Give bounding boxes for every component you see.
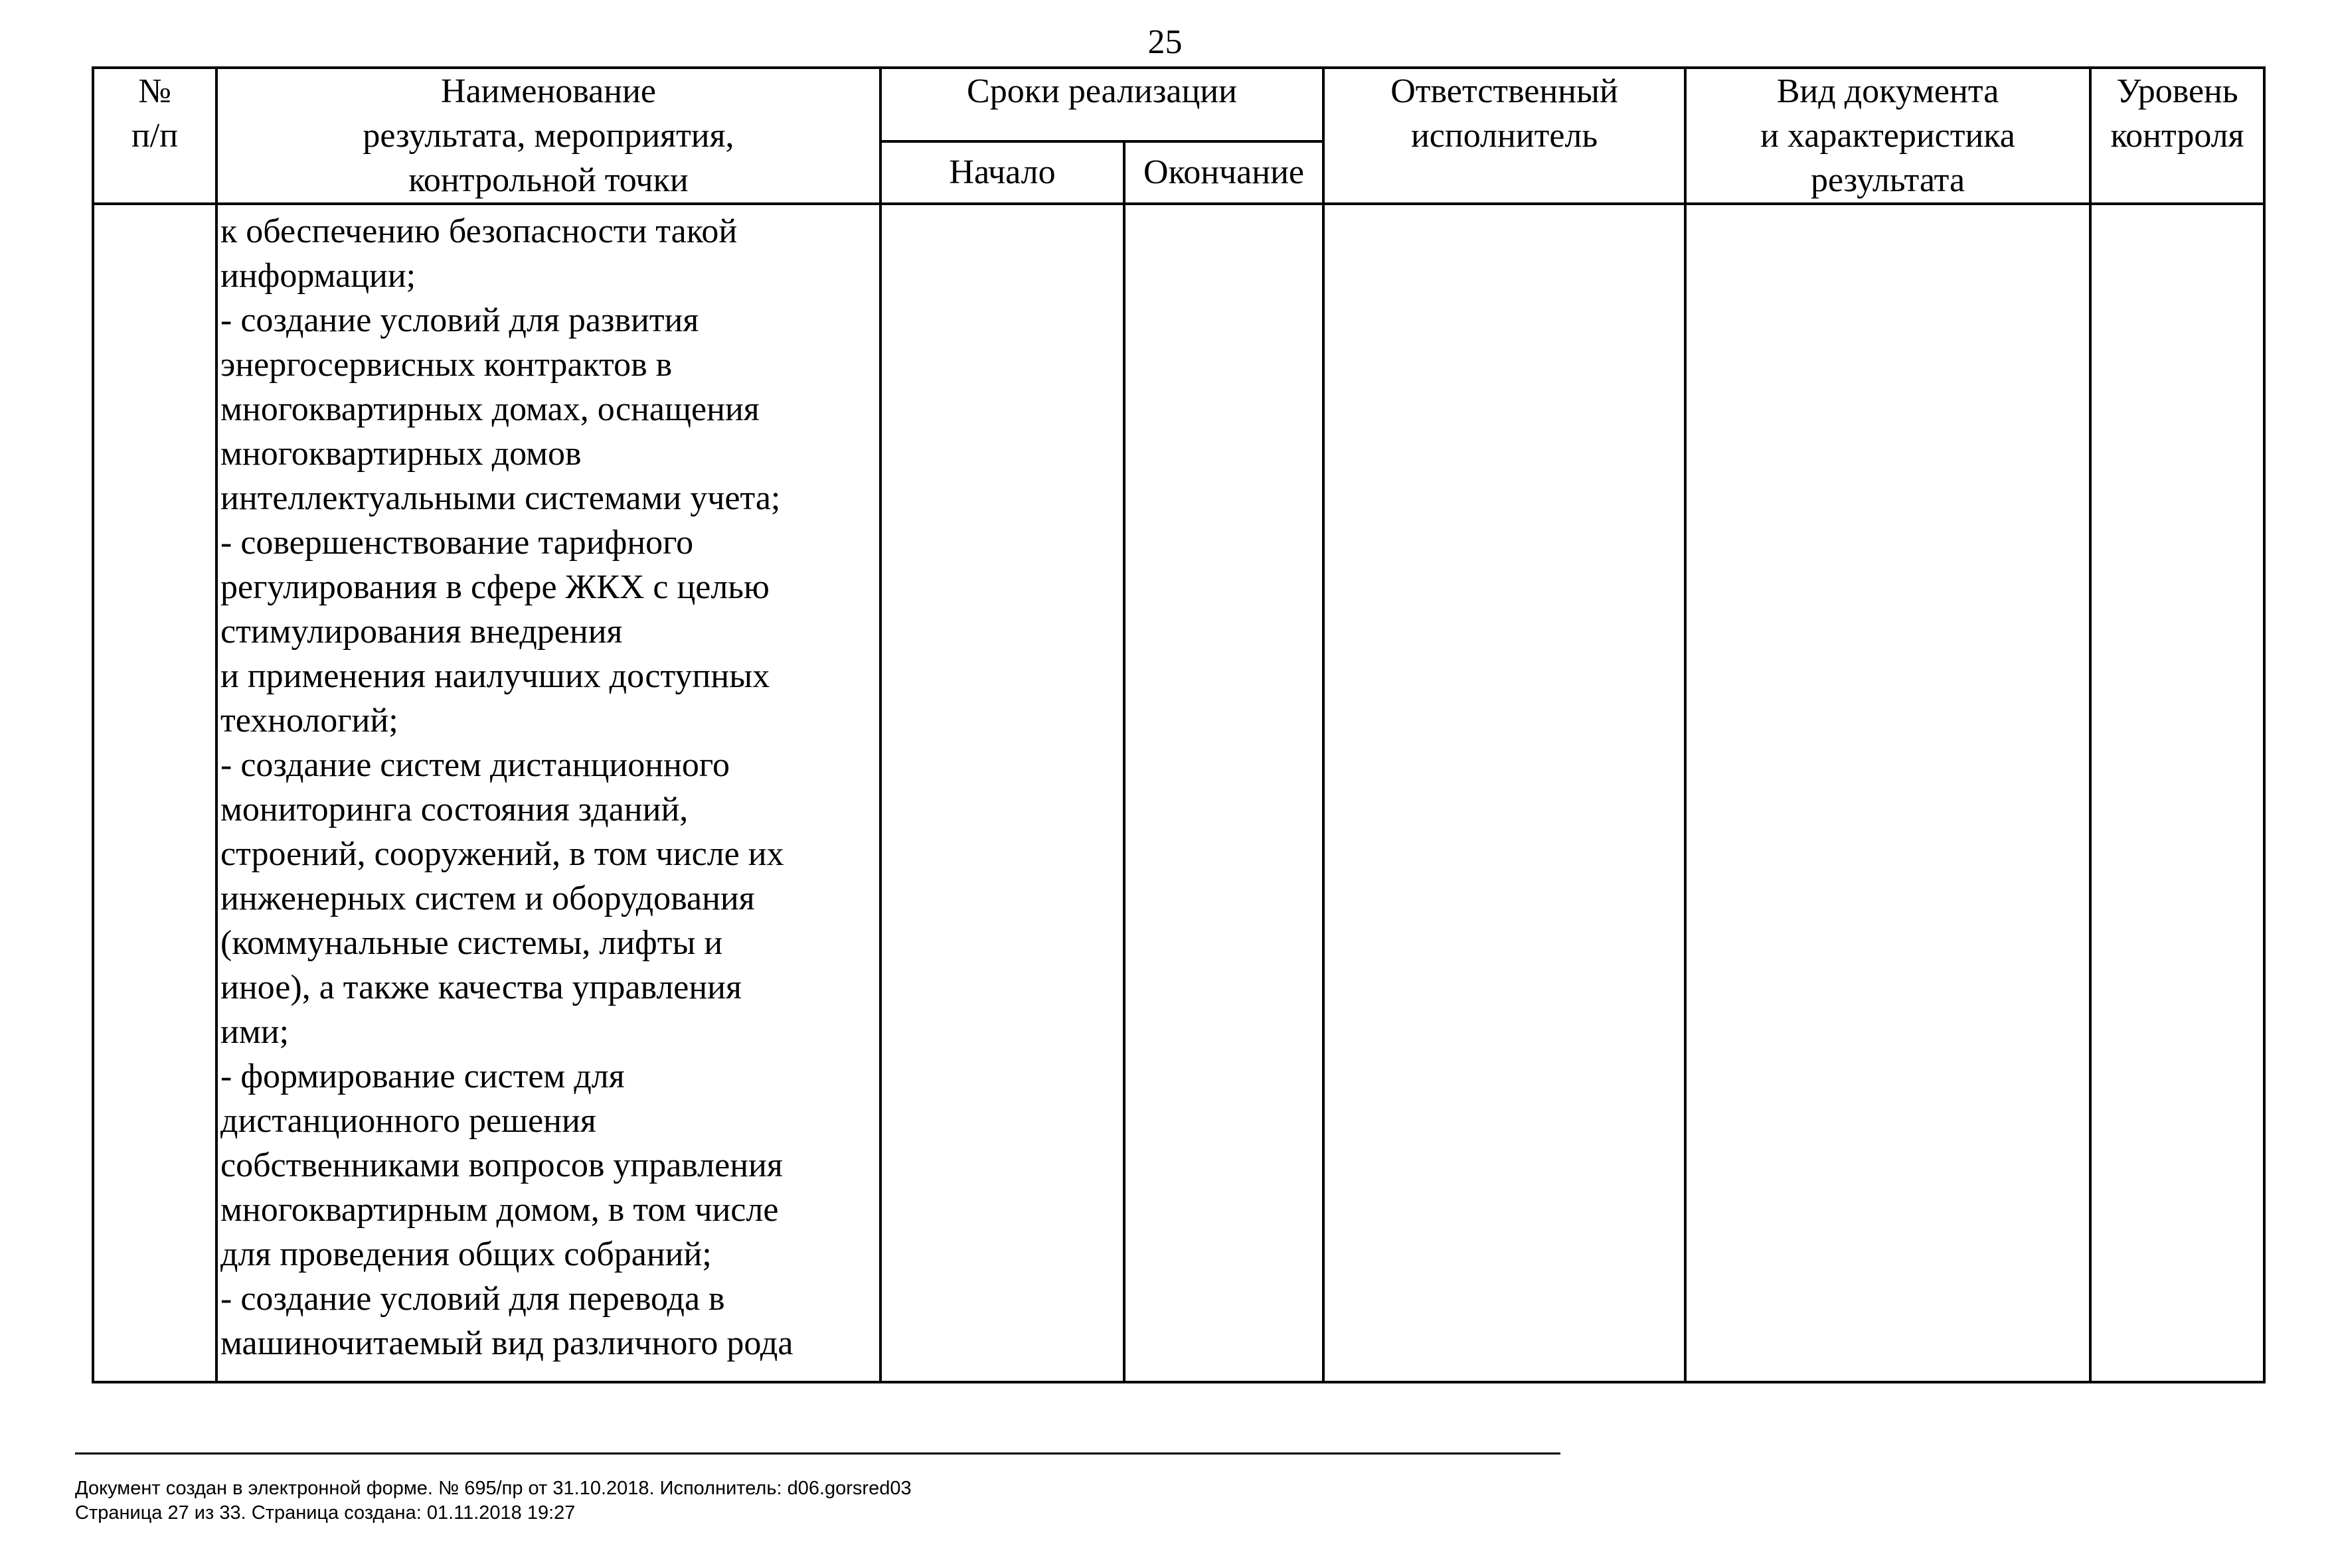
page-number: 25 xyxy=(1147,23,1183,61)
table-row xyxy=(93,204,2264,1382)
header-start: Начало xyxy=(880,141,1124,204)
cell-number xyxy=(93,204,216,1382)
header-control: Уровень контроля xyxy=(2090,68,2264,204)
cell-responsible xyxy=(1323,204,1685,1382)
footer-divider xyxy=(75,1452,1560,1454)
cell-end xyxy=(1124,204,1323,1382)
header-terms: Сроки реализации xyxy=(880,68,1323,141)
cell-control xyxy=(2090,204,2264,1382)
header-name: Наименование результата, мероприятия, контрольной точки xyxy=(216,68,880,204)
footer-page-info: Страница 27 из 33. Страница создана: 01.11.2018 19:27 xyxy=(75,1502,576,1524)
header-end: Окончание xyxy=(1124,141,1323,204)
document-footer xyxy=(75,1476,912,1526)
cell-name: к обеспечению безопасности такой информации; - создание условий для развития энергосервисных контрактов в многоквартирных домах, оснащения многоквартирных домов интеллектуальными системами учета; - совершенствование тарифного регулирования в сфере ЖКХ с целью стимулирования внедрения и применения наилучших доступных технологий; - создание систем дистанционного мониторинга состояния зданий, строений, сооружений, в том числе их инженерных систем и оборудования (коммунальные системы, лифты и иное), а также качества управления ими; - формирование систем для дистанционного решения собственниками вопросов управления многоквартирным домом, в том числе для проведения общих собраний; - создание условий для перевода в машиночитаемый вид различного рода xyxy=(216,204,880,1382)
header-doc-type: Вид документа и характеристика результата xyxy=(1685,68,2090,204)
cell-doc-type xyxy=(1685,204,2090,1382)
header-responsible: Ответственный исполнитель xyxy=(1323,68,1685,204)
plan-table xyxy=(92,66,2266,1383)
header-number: № п/п xyxy=(93,68,216,204)
cell-start xyxy=(880,204,1124,1382)
footer-document-info: Документ создан в электронной форме. № 695/пр от 31.10.2018. Исполнитель: d06.gorsred03 xyxy=(75,1478,912,1499)
